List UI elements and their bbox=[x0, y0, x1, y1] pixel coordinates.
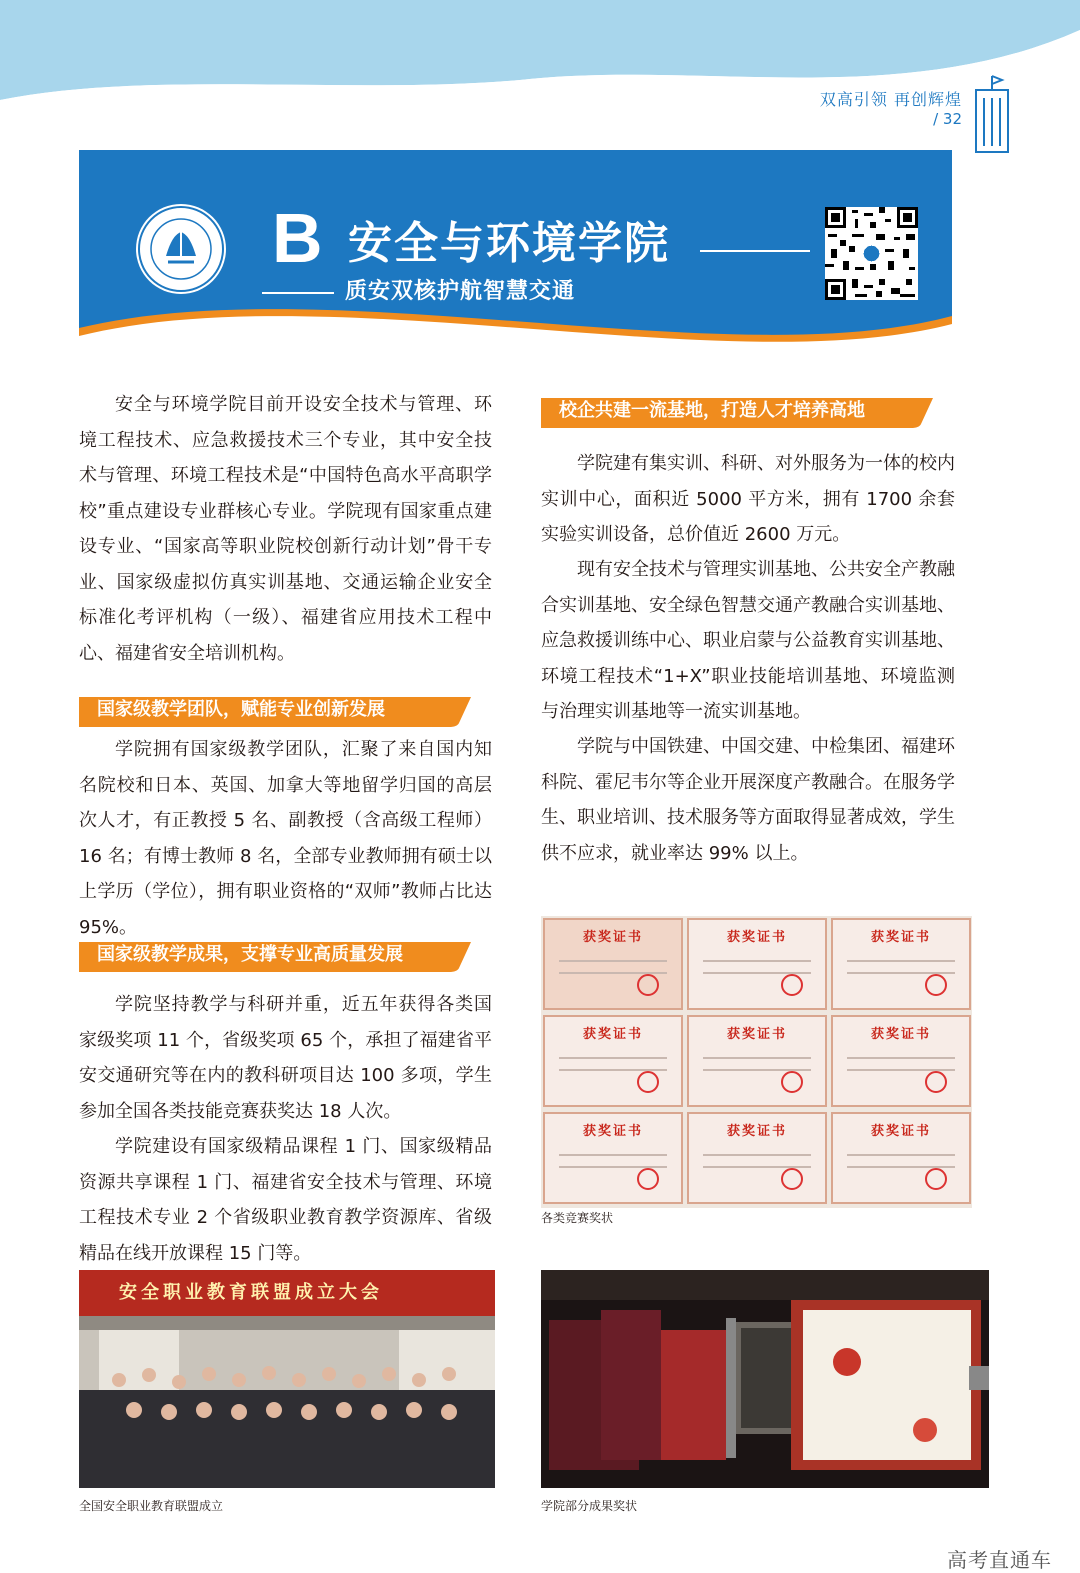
intro-paragraph: 安全与环境学院目前开设安全技术与管理、环境工程技术、应急救援技术三个专业，其中安全技术与管理、环境工程技术是“中国特色高水平高职学校”重点建设专业群核心专业。学院现有国家重点建设专业、“国家高等职业院校创新行动计划”骨干专业、国家级虚拟仿真实训基地、交通运输企业安全标准化考评机构（一级）、福建省应用技术工程中心、福建省安全培训机构。 bbox=[79, 394, 492, 664]
header-slogan: 双高引领 再创辉煌 bbox=[819, 90, 962, 109]
title-rule bbox=[700, 250, 810, 252]
subtitle-rule bbox=[262, 292, 334, 294]
certificate-title: 获奖证书 bbox=[870, 1027, 931, 1042]
certificate-title: 获奖证书 bbox=[582, 1124, 643, 1139]
page-title: 安全与环境学院 bbox=[348, 218, 670, 269]
page-number: / 32 bbox=[933, 110, 962, 128]
alliance-group-photo bbox=[79, 1270, 495, 1488]
achievements-paragraph-2: 学院建设有国家级精品课程 1 门、国家级精品资源共享课程 1 门、福建省安全技术与管理、环境工程技术专业 2 个省级职业教育教学资源库、省级精品在线开放课程 15 门等。 bbox=[79, 1136, 492, 1264]
training-base-paragraph-1: 学院建有集实训、科研、对外服务为一体的校内实训中心，面积近 5000 平方米，拥有 1700 余套实验实训设备，总价值近 2600 万元。 bbox=[541, 453, 955, 545]
certificate-title: 获奖证书 bbox=[726, 1027, 787, 1042]
teaching-team-paragraph: 学院拥有国家级教学团队，汇聚了来自国内知名院校和日本、英国、加拿大等地留学归国的高层次人才，有正教授 5 名、副教授（含高级工程师）16 名；有博士教师 8 名，全部专业教师拥有硕士以上学历（学位），拥有职业资格的“双师”教师占比达 95%。 bbox=[79, 739, 492, 938]
training-base-paragraph-3: 学院与中国铁建、中国交建、中检集团、福建环科院、霍尼韦尔等企业开展深度产教融合。在服务学生、职业培训、技术服务等方面取得显著成效，学生供不应求，就业率达 99% 以上。 bbox=[541, 736, 955, 864]
watermark: 高考直通车 bbox=[947, 1548, 1052, 1572]
achievements-paragraph-1: 学院坚持教学与科研并重，近五年获得各类国家级奖项 11 个，省级奖项 65 个，承担了福建省平安交通研究等在内的教科研项目达 100 多项，学生参加全国各类技能竞赛获奖达 18 人次。 bbox=[79, 994, 492, 1122]
awards-caption: 学院部分成果奖状 bbox=[541, 1499, 638, 1513]
page-subtitle: 质安双核护航智慧交通 bbox=[345, 279, 576, 304]
certificate-title: 获奖证书 bbox=[870, 1124, 931, 1139]
certificates-caption: 各类竞赛奖状 bbox=[541, 1211, 614, 1225]
banner-letter: B bbox=[272, 199, 323, 277]
certificate-title: 获奖证书 bbox=[582, 1027, 643, 1042]
certificate-title: 获奖证书 bbox=[582, 930, 643, 945]
section-heading-achievements: 国家级教学成果，支撑专业高质量发展 bbox=[97, 944, 403, 965]
alliance-banner-text: 安全职业教育联盟成立大会 bbox=[119, 1282, 383, 1303]
alliance-caption: 全国安全职业教育联盟成立 bbox=[79, 1499, 224, 1513]
certificate-title: 获奖证书 bbox=[870, 930, 931, 945]
awards-photo bbox=[541, 1270, 989, 1488]
qr-code[interactable] bbox=[825, 207, 918, 300]
training-base-paragraph-2: 现有安全技术与管理实训基地、公共安全产教融合实训基地、安全绿色智慧交通产教融合实训基地、应急救援训练中心、职业启蒙与公益教育实训基地、环境工程技术“1+X”职业技能培训基地、环境监测与治理实训基地等一流实训基地。 bbox=[541, 559, 955, 722]
certificate-title: 获奖证书 bbox=[726, 930, 787, 945]
school-logo bbox=[136, 204, 226, 294]
section-heading-teaching-team: 国家级教学团队，赋能专业创新发展 bbox=[97, 699, 385, 720]
certificate-title: 获奖证书 bbox=[726, 1124, 787, 1139]
section-heading-training-base: 校企共建一流基地，打造人才培养高地 bbox=[559, 400, 865, 421]
certificates-photo bbox=[541, 916, 972, 1208]
header-wave bbox=[0, 0, 1080, 160]
